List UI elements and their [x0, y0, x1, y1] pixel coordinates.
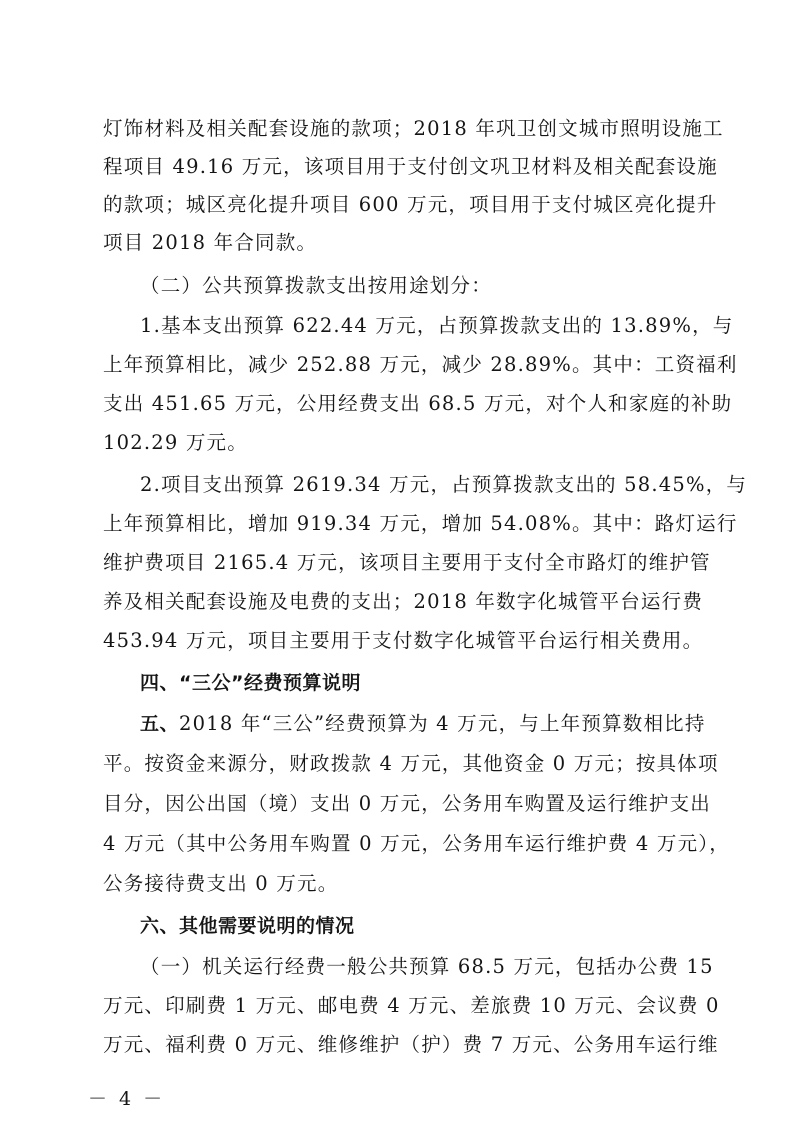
body-line-4: 项目 2018 年合同款。	[103, 231, 318, 254]
body-line-19: 4 万元（其中公务用车购置 0 万元，公务用车运行维护费 4 万元），	[103, 832, 730, 855]
body-line-11: 上年预算相比，增加 919.34 万元，增加 54.08%。其中：路灯运行	[103, 512, 738, 535]
section-5-label: 五、	[140, 713, 180, 735]
body-line-2: 程项目 49.16 万元，该项目用于支付创文巩卫材料及相关配套设施	[103, 155, 718, 178]
body-line-1: 灯饰材料及相关配套设施的款项；2018 年巩卫创文城市照明设施工	[103, 117, 724, 140]
body-line-18: 目分，因公出国（境）支出 0 万元，公务用车购置及运行维护支出	[103, 792, 712, 815]
body-line-3: 的款项；城区亮化提升项目 600 万元，项目用于支付城区亮化提升	[103, 193, 718, 216]
page-number: － 4 －	[88, 1088, 166, 1110]
section-4-heading: 四、“三公”经费预算说明	[140, 672, 361, 694]
body-line-8: 支出 451.65 万元，公用经费支出 68.5 万元，对个人和家庭的补助	[103, 392, 733, 415]
section-2-heading: （二）公共预算拨款支出按用途划分：	[140, 274, 492, 297]
body-line-9: 102.29 万元。	[103, 431, 248, 454]
section-6-heading: 六、其他需要说明的情况	[140, 915, 355, 937]
body-line-24: 万元、印刷费 1 万元、邮电费 4 万元、差旅费 10 万元、会议费 0	[103, 994, 720, 1017]
body-line-14: 453.94 万元，项目主要用于支付数字化城管平台运行相关费用。	[103, 629, 704, 652]
body-line-10: 2.项目支出预算 2619.34 万元，占预算拨款支出的 58.45%，与	[140, 473, 748, 496]
body-line-6: 1.基本支出预算 622.44 万元，占预算拨款支出的 13.89%，与	[140, 314, 734, 337]
body-line-17: 平。按资金来源分，财政拨款 4 万元，其他资金 0 万元；按具体项	[103, 752, 719, 775]
body-line-20: 公务接待费支出 0 万元。	[103, 872, 339, 895]
body-line-23: （一）机关运行经费一般公共预算 68.5 万元，包括办公费 15	[140, 955, 714, 978]
body-line-7: 上年预算相比，减少 252.88 万元，减少 28.89%。其中：工资福利	[103, 353, 738, 376]
body-line-13: 养及相关配套设施及电费的支出；2018 年数字化城管平台运行费	[103, 590, 704, 613]
body-line-16	[140, 710, 706, 738]
body-line-12: 维护费项目 2165.4 万元，该项目主要用于支付全市路灯的维护管	[103, 551, 711, 574]
body-line-25: 万元、福利费 0 万元、维修维护（护）费 7 万元、公务用车运行维	[103, 1033, 719, 1056]
section-5-text: 2018 年“三公”经费预算为 4 万元，与上年预算数相比持	[179, 712, 706, 735]
